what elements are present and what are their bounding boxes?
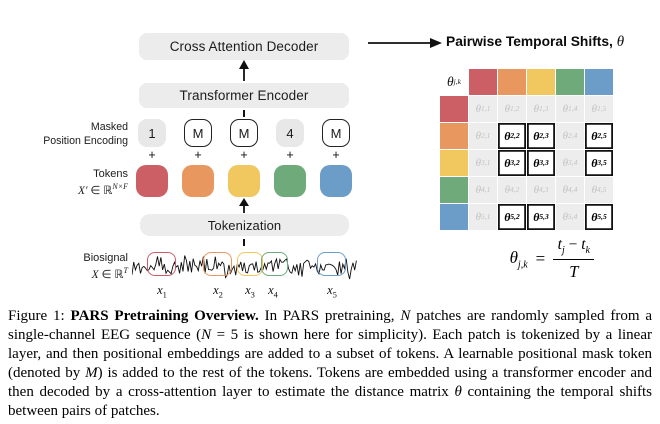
temporal-shift-matrix — [440, 69, 613, 230]
color-token-row — [136, 165, 352, 197]
matrix-col-header — [556, 69, 584, 95]
matrix-cell: θ 2,3 — [527, 123, 555, 149]
matrix-corner-label: θ j,k — [447, 74, 461, 89]
caption-segment: patches are randomly sampled from a single-channel EEG sequence ( — [8, 308, 652, 343]
biosignal-label: Biosignal X ∈ ℝ$^T$ — [16, 251, 128, 283]
biosignal-math: X ∈ ℝ$^T$ — [91, 265, 128, 281]
caption-segment: ) is added to the rest of the tokens. Tokens are embedded using a transformer encoder and then decoded by a cross-attention layer to estimate the distance matrix — [8, 364, 652, 400]
matrix-row-header — [440, 177, 468, 203]
masked-position-encoding-label: Masked Position Encoding — [43, 121, 128, 147]
equals-sign: = — [535, 249, 546, 269]
patch-label: $x_2$ — [213, 283, 223, 300]
patch-token — [274, 165, 306, 197]
temporal-shift-formula — [462, 236, 642, 282]
matrix-cell: θ 2,4 — [556, 123, 584, 149]
plus-sign: + — [240, 148, 248, 162]
matrix-cell: θ 4,1 — [469, 177, 497, 203]
matrix-col-header — [585, 69, 613, 95]
patch-token — [228, 165, 260, 197]
position-token: 4 — [276, 119, 304, 147]
caption-segment: Figure 1: — [8, 308, 71, 324]
patch-label: $x_3$ — [245, 283, 255, 300]
signal-patch-outline — [237, 252, 263, 276]
position-token: 1 — [138, 119, 166, 147]
signal-patch-outline — [317, 252, 346, 276]
fraction-numerator: $t_j - t_k$ — [557, 236, 590, 257]
arrow-right-icon — [366, 36, 444, 50]
matrix-cell: θ 4,2 — [498, 177, 526, 203]
patch-label: $x_4$ — [268, 283, 278, 300]
matrix-col-header — [498, 69, 526, 95]
caption-segment: = 5 is shown here for simplicity). Each patch is tokenized by a linear layer, and then positional embeddings are added to a subset of tokens. A learnable positional mask token (denoted by — [8, 326, 652, 381]
matrix-cell: θ 5,3 — [527, 204, 555, 230]
caption-segment: N — [201, 326, 212, 343]
matrix-row-header — [440, 204, 468, 230]
matrix-cell: θ 2,5 — [585, 123, 613, 149]
connector-line — [243, 239, 245, 246]
fraction-denominator: T — [553, 259, 594, 282]
caption-segment: In PARS pretraining, — [258, 308, 401, 324]
matrix-cell: θ 1,2 — [498, 96, 526, 122]
matrix-cell: θ 4,3 — [527, 177, 555, 203]
tokens-label: Tokens X′ ∈ ℝ$^{N\times F}$ — [16, 167, 128, 199]
signal-patch-outline — [203, 252, 232, 276]
matrix-cell: θ 5,4 — [556, 204, 584, 230]
matrix-cell: θ 3,2 — [498, 150, 526, 176]
caption-segment: PARS Pretraining Overview. — [70, 308, 259, 324]
matrix-col-header — [527, 69, 555, 95]
tokenization-box: Tokenization — [140, 214, 349, 236]
position-token-row — [138, 119, 350, 147]
theta-symbol: θ — [616, 34, 625, 50]
formula-fraction — [553, 236, 594, 282]
patch-token — [182, 165, 214, 197]
matrix-cell: θ 4,4 — [556, 177, 584, 203]
matrix-cell: θ 5,5 — [585, 204, 613, 230]
matrix-row-header — [440, 150, 468, 176]
arrow-up-icon — [237, 60, 251, 82]
connector-line — [243, 110, 245, 117]
matrix-cell: θ 3,1 — [469, 150, 497, 176]
transformer-encoder-box: Transformer Encoder — [139, 83, 349, 108]
matrix-cell: θ 1,3 — [527, 96, 555, 122]
matrix-cell: θ 1,5 — [585, 96, 613, 122]
caption-segment: M — [85, 364, 98, 381]
figure-caption — [8, 307, 652, 420]
matrix-row-header — [440, 123, 468, 149]
matrix-cell: θ 2,1 — [469, 123, 497, 149]
cross-attention-decoder-box: Cross Attention Decoder — [139, 33, 349, 60]
matrix-col-header — [469, 69, 497, 95]
matrix-cell: θ 5,2 — [498, 204, 526, 230]
patch-token — [136, 165, 168, 197]
pairwise-shifts-title: Pairwise Temporal Shifts, θ — [446, 34, 625, 50]
plus-sign: + — [148, 148, 156, 162]
patch-label: $x_5$ — [327, 283, 337, 300]
mask-token: M — [230, 119, 258, 147]
matrix-cell: θ 1,4 — [556, 96, 584, 122]
mask-token: M — [184, 119, 212, 147]
plus-sign: + — [286, 148, 294, 162]
plus-sign: + — [194, 148, 202, 162]
signal-patch-outline — [147, 252, 176, 276]
arrow-up-icon — [237, 198, 251, 214]
formula-lhs: $\theta_{j,k}$ — [509, 247, 528, 271]
tokens-math: X′ ∈ ℝ$^{N\times F}$ — [77, 181, 128, 197]
caption-segment: containing the temporal shifts between pairs of patches. — [8, 383, 652, 419]
matrix-cell: θ 3,5 — [585, 150, 613, 176]
plus-row — [138, 148, 350, 162]
matrix-cell: θ 3,4 — [556, 150, 584, 176]
matrix-cell: θ 1,1 — [469, 96, 497, 122]
mask-token: M — [322, 119, 350, 147]
plus-sign: + — [332, 148, 340, 162]
matrix-row-header — [440, 96, 468, 122]
matrix-cell: θ 2,2 — [498, 123, 526, 149]
matrix-cell: θ 5,1 — [469, 204, 497, 230]
patch-token — [320, 165, 352, 197]
signal-patch-outline — [261, 252, 288, 276]
matrix-cell: θ 4,5 — [585, 177, 613, 203]
patch-label: $x_1$ — [157, 283, 167, 300]
matrix-cell: θ 3,3 — [527, 150, 555, 176]
caption-segment: N — [400, 308, 411, 324]
caption-segment: θ — [454, 383, 462, 400]
